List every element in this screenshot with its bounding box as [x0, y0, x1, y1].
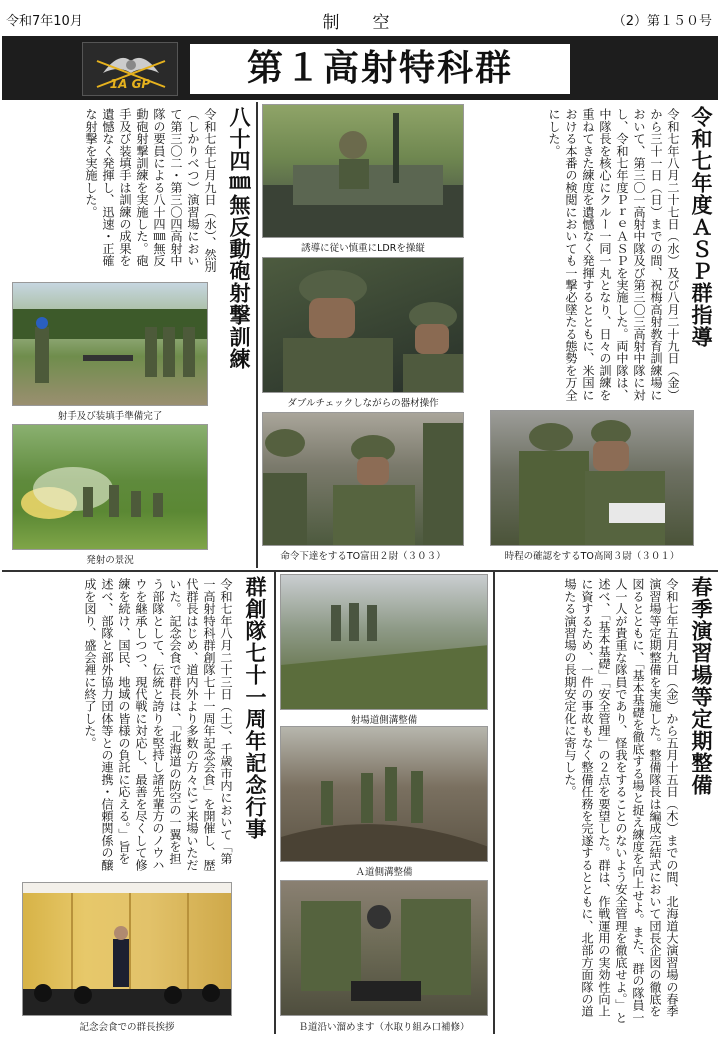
photo-b-road [280, 880, 488, 1016]
photo-firing [12, 424, 208, 550]
asp-headline: 令和七年度ＡＳＰ群指導 [689, 106, 713, 348]
issue-date: 令和7年10月 [6, 14, 83, 29]
caption-takaoka: 時程の確認をするTO高岡３尉（３０１） [504, 551, 680, 562]
column-divider [274, 572, 276, 1034]
section-title: 第１高射特科群 [190, 44, 570, 94]
anniversary-body: 令和七年八月二十三日（土）、千歳市内において「第一高射特科群創隊七十一周年記念会食」を開催し、歴代群長はじめ、道内外より多数の方々にご来場いただいた。記念会食で群長は、「北海道の防空の一翼を担う部隊として、伝統と誇りを堅持し諸先輩方のノウハウを継承しつつ、現代戦に対応し、最善を尽くして修練を続け、国民、地域の皆様の負託に応える。」旨を述べ、部隊と部外協力団体等との連携・信頼関係の醸成を図り、盛会裡に終了した。 [83, 578, 233, 871]
issue-number: （2）第１５０号 [612, 14, 712, 29]
caption-tomita: 命令下達をするTO富田２尉（３０３） [280, 551, 446, 562]
unit-emblem [82, 42, 178, 96]
photo-ready [12, 282, 208, 406]
row-divider [2, 570, 718, 572]
paper-name: 制 空 [322, 13, 398, 33]
caption-firing: 発射の景況 [86, 555, 134, 566]
caption-b-road: Ｂ道沿い溜めます（水取り組み口補修） [298, 1022, 470, 1033]
caption-double-check: ダブルチェックしながらの器材操作 [287, 398, 439, 409]
caption-a-road-ditch: Ａ道側溝整備 [355, 867, 413, 878]
caption-range-ditch: 射場道側溝整備 [350, 715, 418, 726]
photo-speech [22, 882, 232, 1016]
photo-a-road-ditch [280, 726, 488, 862]
column-divider [256, 102, 258, 568]
asp-body: 令和七年八月二十七日（水）及び八月二十九日（金）から三十一日（日）までの間、祝梅高射教育訓練場において、第三〇一高射中隊及び第三〇三高射中隊に対し、令和七年度ＰｒｅＡＳＰを実施した。両中隊は、中隊長を核心にクルー一同一丸となり、日々の訓練を重ねてきた練度を遺憾なく発揮するとともに、米国における本番の検閲においても一撃必墜たる態勢を万全にした。 [547, 108, 680, 401]
column-divider [493, 572, 495, 1034]
recoilless-body: 令和七年七月九日（水）、然別（しかりべつ）演習場において第三〇二・第三〇四高射中隊の要員による八十四㎜無反動砲射撃訓練を実施した。砲手及び装填手は訓練の成果を遺憾なく発揮し、迅速・正確な射撃を実施した。 [84, 108, 217, 273]
photo-tomita [262, 412, 464, 546]
recoilless-headline: 八十四㎜無反動砲射撃訓練 [227, 106, 251, 370]
photo-double-check [262, 257, 464, 393]
caption-speech: 記念会食での群長挨拶 [79, 1022, 175, 1033]
photo-range-ditch [280, 574, 488, 710]
photo-ldr [262, 104, 464, 238]
photo-takaoka [490, 410, 694, 546]
caption-ready: 射手及び装填手準備完了 [57, 411, 163, 422]
spring-headline: 春季演習場等定期整備 [689, 576, 713, 796]
caption-ldr: 誘導に従い慎重にLDRを操縦 [301, 243, 425, 254]
spring-body: 令和七年五月九日（金）から五月十五日（木）までの間、北海道大演習場の春季演習場等定期整備を実施した。整備隊長は編成完結式において団長企図の徹底を図るとともに、「基本基礎を徹底する場と捉え練度を向上せよ。また、群の隊員一人一人が貴重な隊員であり、怪我をすることのないよう安全管理を徹底せよ。」と述べ、「基本基礎」「安全管理」の２点を要望した。群は、作戦運用の実効性向上に資するため、一件の事故もなく整備任務を完遂するとともに、北部方面隊の道場たる演習場の長期安定化に寄与した。 [563, 578, 679, 1024]
anniversary-headline: 群創隊七十一周年記念行事 [243, 576, 267, 840]
emblem-lettering: 1A GP [109, 77, 151, 91]
